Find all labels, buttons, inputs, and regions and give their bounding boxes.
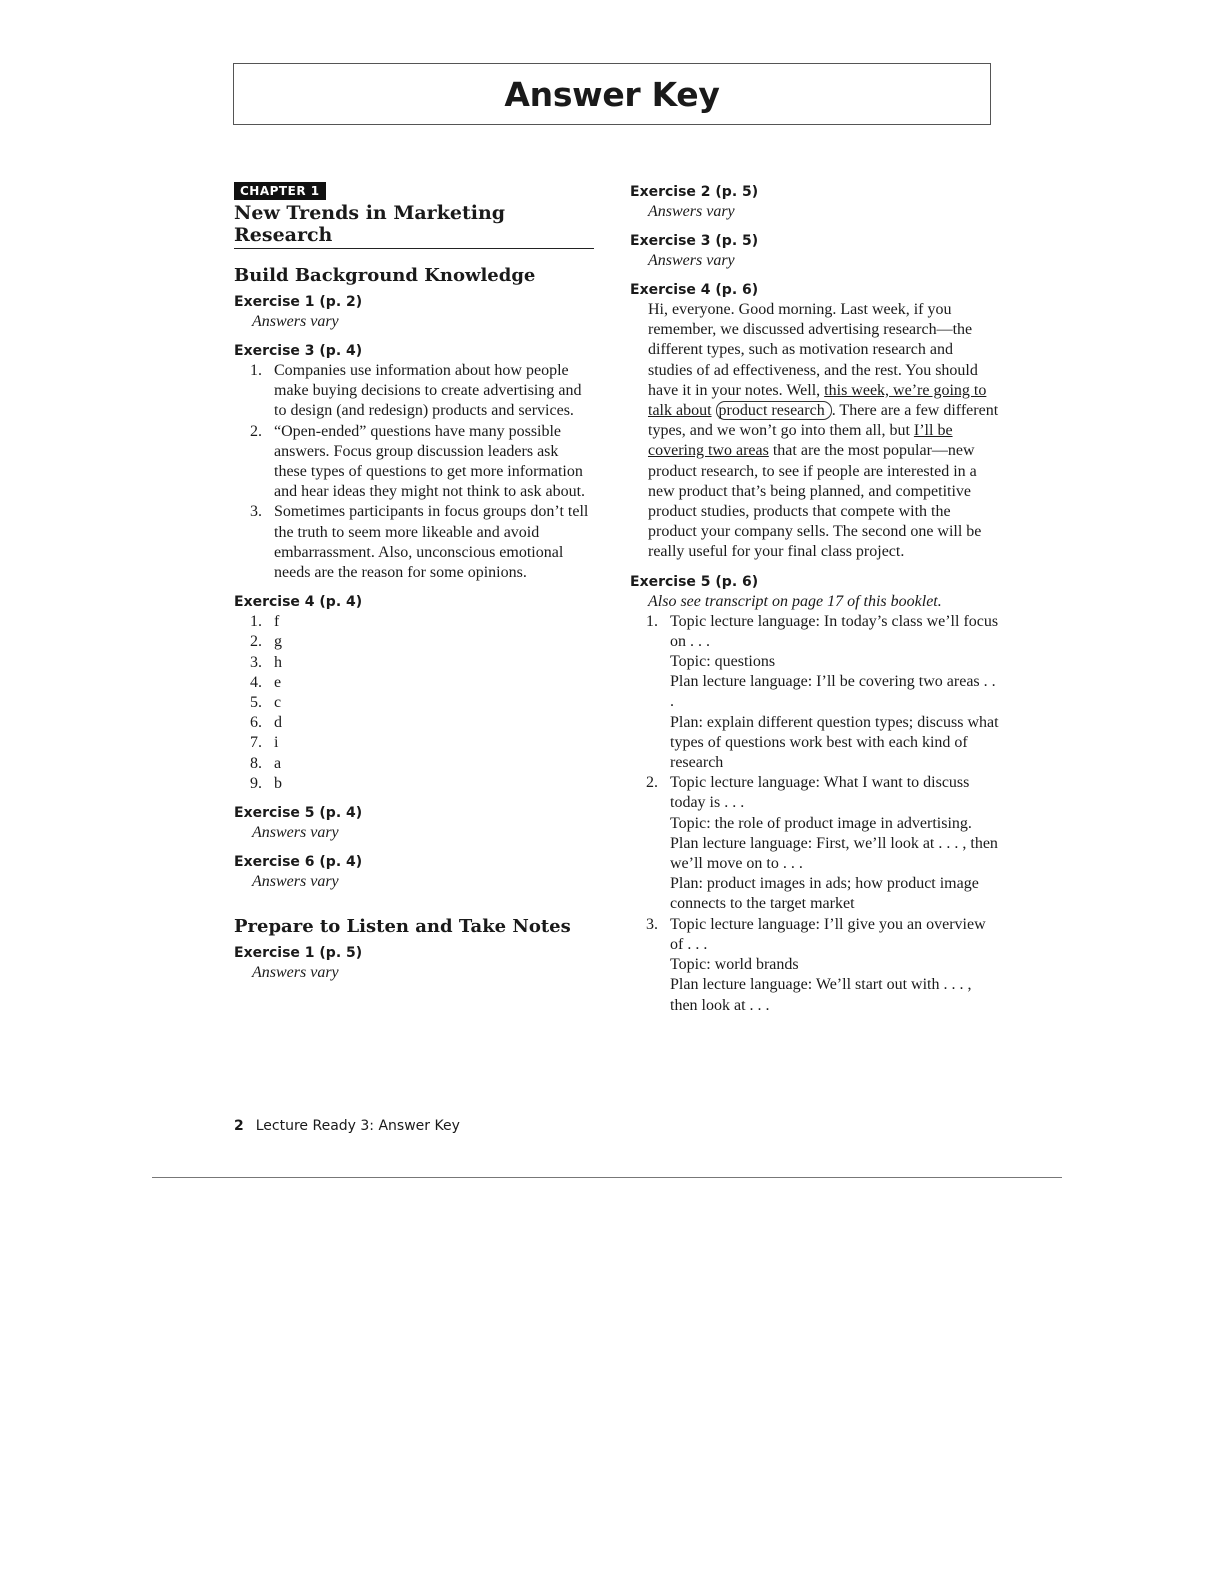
list-item xyxy=(234,713,594,733)
list-number: 1. xyxy=(646,612,658,630)
chapter-tag: CHAPTER 1 xyxy=(234,182,326,200)
list-text: “Open-ended” questions have many possible answers. Focus group discussion leaders ask these types of questions to get more information and hear ideas they might not think to ask about. xyxy=(274,422,586,501)
list-item xyxy=(234,774,594,794)
right-column xyxy=(630,182,1000,1016)
exercise-note: Also see transcript on page 17 of this booklet. xyxy=(648,592,942,610)
list-number: 1. xyxy=(250,613,262,631)
list-item xyxy=(234,612,594,632)
list-number: 1. xyxy=(250,362,262,379)
list-line: Topic lecture language: In today’s class we’ll focus on . . . xyxy=(670,612,999,650)
list-item xyxy=(234,502,594,583)
list-line: Topic lecture language: What I want to discuss today is . . . xyxy=(670,774,970,812)
list-number: 6. xyxy=(250,714,262,732)
chapter-title: New Trends in Marketing Research xyxy=(234,202,594,249)
list-number: 4. xyxy=(250,673,262,691)
exercise-answer: Answers vary xyxy=(252,964,339,982)
exercise-heading: Exercise 3 (p. 5) xyxy=(630,233,759,249)
list-item xyxy=(630,915,1000,1016)
transcript-paragraph xyxy=(630,300,1000,563)
transcript-text: that are the most popular—new product research, to see if people are interested in a new product that’s being planned, and competitive product studies, products that compete with the product your company sells. The second one will be really useful for your final class project. xyxy=(648,442,982,561)
exercise-answer: Answers vary xyxy=(252,313,339,330)
exercise-heading: Exercise 5 (p. 4) xyxy=(234,805,363,822)
list-item xyxy=(234,653,594,673)
list-text: Companies use information about how people make buying decisions to create advertising and to design (and redesign) products and services. xyxy=(274,362,582,420)
list-item xyxy=(630,612,1000,774)
list-number: 2. xyxy=(250,422,262,440)
title-box xyxy=(233,63,991,125)
list-number: 3. xyxy=(250,503,262,521)
exercise-answer: Answers vary xyxy=(648,203,735,220)
list-line: Plan lecture language: We’ll start out with . . . , then look at . . . xyxy=(670,976,972,1014)
list-item xyxy=(630,773,1000,914)
list-number: 2. xyxy=(250,633,262,651)
list-line: Plan lecture language: I’ll be covering two areas . . . xyxy=(670,673,996,711)
list-item xyxy=(234,733,594,753)
exercise-heading: Exercise 1 (p. 5) xyxy=(234,945,363,962)
list-text: g xyxy=(274,633,282,651)
exercise-heading: Exercise 5 (p. 6) xyxy=(630,573,759,590)
list-text: b xyxy=(274,774,282,792)
underlined-phrase: I’ll be covering two areas xyxy=(648,422,953,460)
exercise-answer: Answers vary xyxy=(252,873,339,891)
exercise-heading: Exercise 4 (p. 4) xyxy=(234,594,363,611)
page-title: Answer Key xyxy=(504,75,720,114)
list-number: 3. xyxy=(646,915,658,933)
transcript-text: Hi, everyone. Good morning. Last week, if you remember, we discussed advertising research—the different types, such as motivation research and studies of ad effectiveness, and the rest. You should have it in your notes. Well, xyxy=(648,301,978,399)
list-text: f xyxy=(274,613,280,631)
exercise-heading: Exercise 4 (p. 6) xyxy=(630,282,759,298)
list-line: Topic: world brands xyxy=(670,956,799,974)
exercise-answer: Answers vary xyxy=(252,824,339,842)
exercise-answer: Answers vary xyxy=(648,252,735,269)
answer-list xyxy=(234,361,594,583)
answer-list xyxy=(630,612,1000,1016)
list-text: a xyxy=(274,754,282,772)
list-line: Plan lecture language: First, we’ll look at . . . , then we’ll move on to . . . xyxy=(670,834,998,873)
list-text: e xyxy=(274,673,282,691)
list-item xyxy=(234,673,594,693)
exercise-heading: Exercise 6 (p. 4) xyxy=(234,854,363,871)
list-line: Plan: product images in ads; how product image connects to the target market xyxy=(670,875,979,913)
page-footer xyxy=(234,1118,460,1134)
section-title-build-background: Build Background Knowledge xyxy=(234,265,536,286)
underlined-phrase: this week, we’re going to talk about xyxy=(648,381,987,420)
list-item xyxy=(234,754,594,774)
list-item xyxy=(234,693,594,713)
list-number: 3. xyxy=(250,653,262,671)
list-line: Plan: explain different question types; discuss what types of questions work best with each kind of research xyxy=(670,713,999,772)
answer-list xyxy=(234,612,594,794)
exercise-heading: Exercise 3 (p. 4) xyxy=(234,343,363,359)
list-number: 2. xyxy=(646,774,658,792)
section-title-prepare-to-listen: Prepare to Listen and Take Notes xyxy=(234,916,571,938)
transcript-text: . There are a few different types, and we won’t go into them all, but xyxy=(648,402,999,440)
list-number: 7. xyxy=(250,734,262,752)
circled-phrase: product research xyxy=(716,401,832,420)
left-column xyxy=(234,182,594,983)
list-line: Topic: questions xyxy=(670,653,776,671)
list-text: i xyxy=(274,734,279,752)
list-item xyxy=(234,361,594,422)
list-text: Sometimes participants in focus groups don’t tell the truth to seem more likeable and avoid embarrassment. Also, unconscious emotional needs are the reason for some opinions. xyxy=(274,503,589,582)
exercise-heading: Exercise 1 (p. 2) xyxy=(234,294,363,310)
list-number: 9. xyxy=(250,774,262,792)
list-line: Topic lecture language: I’ll give you an overview of . . . xyxy=(670,915,986,953)
list-item xyxy=(234,422,594,503)
list-text: c xyxy=(274,694,282,712)
list-text: d xyxy=(274,714,282,732)
list-number: 8. xyxy=(250,754,262,772)
exercise-heading: Exercise 2 (p. 5) xyxy=(630,184,759,200)
list-line: Topic: the role of product image in advertising. xyxy=(670,814,972,832)
list-item xyxy=(234,632,594,652)
list-text: h xyxy=(274,653,282,671)
page-number: 2 xyxy=(234,1118,244,1134)
footer-text: Lecture Ready 3: Answer Key xyxy=(255,1118,460,1134)
list-number: 5. xyxy=(250,694,262,712)
footer-divider xyxy=(152,1177,1062,1178)
